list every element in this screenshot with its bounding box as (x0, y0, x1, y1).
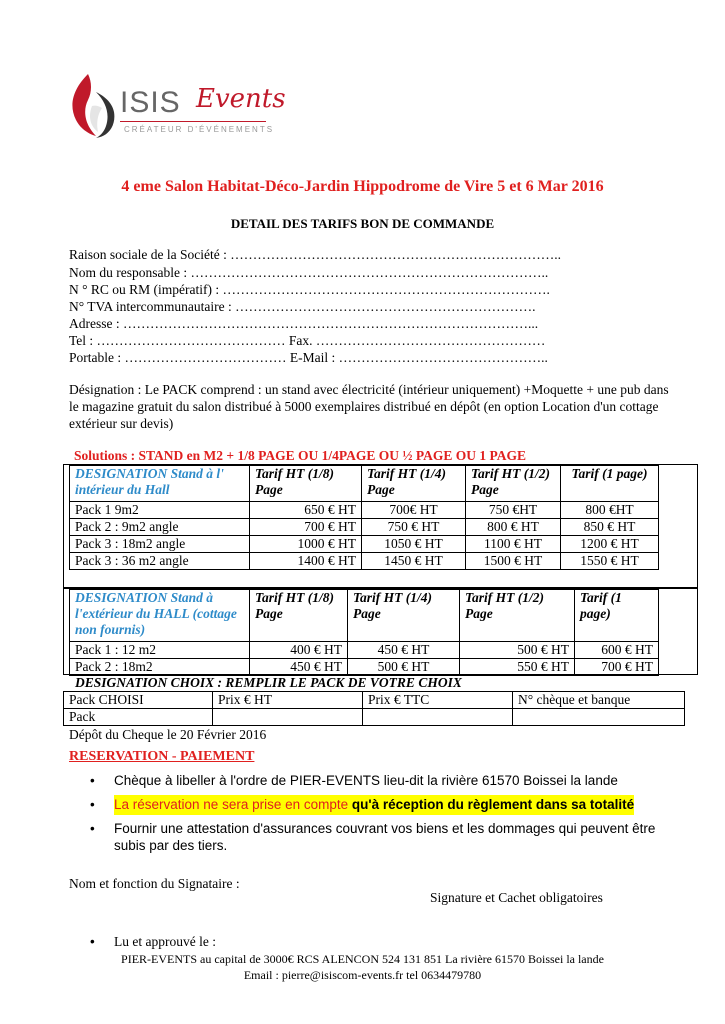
table-header-cell: Tarif (1 page) (561, 466, 659, 502)
table-header-cell: Tarif HT (1/2) Page (466, 466, 561, 502)
field-rc-rm[interactable]: N ° RC ou RM (impératif) : ………………………………………………………………. (69, 282, 550, 297)
pack-choice-cell[interactable]: Pack (64, 709, 213, 726)
logo-tagline: CRÉATEUR D'ÉVÉNEMENTS (124, 125, 275, 134)
table-header-cell: Tarif (1 page) (575, 590, 659, 642)
field-portable-email[interactable]: Portable : ……………………………… E-Mail : ……………………………………….. (69, 350, 548, 365)
table-cell: 800 € HT (466, 519, 561, 536)
table-header-cell: Tarif HT (1/8) Page (250, 590, 348, 642)
pack-description: Désignation : Le PACK comprend : un stand avec électricité (intérieur uniquement) +Moquette + une pub dans le magazine gratuit du salon distribué à 5000 exemplaires distribué en dépôt (en option Location d'un cottage extérieur sur devis) (69, 382, 669, 431)
table-header-cell: DESIGNATION Stand à l'extérieur du HALL (cottage non fournis) (70, 590, 250, 642)
logo-script: Events (196, 84, 286, 114)
table-row (70, 536, 659, 553)
field-tel-fax[interactable]: Tel : …………………………………… Fax. …………………………………………… (69, 333, 546, 348)
price-ht-cell[interactable] (213, 709, 363, 726)
table-header-cell: Tarif HT (1/4) Page (348, 590, 460, 642)
bullet-text-emphasis: qu'à réception du règlement dans sa totalité (351, 797, 635, 812)
bullet-text: Fournir une attestation d'assurances couvrant vos biens et les dommages qui peuvent être (114, 821, 656, 836)
interior-price-table (69, 465, 659, 570)
company-logo (66, 70, 286, 142)
signatory-label: Nom et fonction du Signataire : (69, 876, 240, 891)
table-cell: 850 € HT (561, 519, 659, 536)
table-cell: 750 € HT (362, 519, 466, 536)
footer-contact: Email : pierre@isiscom-events.fr tel 0634479780 (243, 968, 482, 982)
table-header-cell: DESIGNATION Stand à l' intérieur du Hall (70, 466, 250, 502)
bullet-icon: • (90, 797, 95, 812)
table-header-cell: N° chèque et banque (513, 692, 685, 709)
table-header-row (64, 692, 685, 709)
cheque-bank-cell[interactable] (513, 709, 685, 726)
field-responsable[interactable]: Nom du responsable : …………………………………………………………………….. (69, 265, 549, 280)
bullet-text: Chèque à libeller à l'ordre de PIER-EVENTS lieu-dit la rivière 61570 Boissei la lande (114, 773, 618, 788)
table-cell: 1000 € HT (250, 536, 362, 553)
table-cell: 500 € HT (460, 642, 575, 659)
field-tva[interactable]: N° TVA intercommunautaire : …………………………………………………………. (69, 299, 536, 314)
table-cell: 1100 € HT (466, 536, 561, 553)
table-cell: 750 €HT (466, 502, 561, 519)
choice-table (63, 691, 685, 726)
exterior-price-table (69, 589, 659, 676)
field-raison-sociale[interactable]: Raison sociale de la Société : ……………………………………………………………….. (69, 247, 561, 262)
table-cell: 1050 € HT (362, 536, 466, 553)
table-row (70, 553, 659, 570)
table-row (70, 502, 659, 519)
price-ttc-cell[interactable] (363, 709, 513, 726)
page-title: 4 eme Salon Habitat-Déco-Jardin Hippodrome de Vire 5 et 6 Mar 2016 (121, 178, 604, 195)
field-adresse[interactable]: Adresse : ………………………………………………………………………………... (69, 316, 539, 331)
table-row[interactable] (64, 709, 685, 726)
deposit-date: Dépôt du Cheque le 20 Février 2016 (69, 727, 267, 742)
approval-label: Lu et approuvé le : (114, 934, 216, 949)
table-cell: 1200 € HT (561, 536, 659, 553)
table-cell: 700 € HT (250, 519, 362, 536)
page-subtitle: DETAIL DES TARIFS BON DE COMMANDE (230, 216, 495, 231)
bullet-icon: • (90, 934, 95, 949)
highlighted-bullet-text (114, 795, 634, 815)
table-cell: Pack 1 9m2 (70, 502, 250, 519)
table-cell: 700 € HT (575, 659, 659, 676)
bullet-icon: • (90, 821, 95, 836)
table-cell: 450 € HT (250, 659, 348, 676)
table-cell: 600 € HT (575, 642, 659, 659)
solutions-heading: Solutions : STAND en M2 + 1/8 PAGE OU 1/4PAGE OU ½ PAGE OU 1 PAGE (74, 448, 526, 463)
table-header-row (70, 590, 659, 642)
table-cell: 1400 € HT (250, 553, 362, 570)
table-cell: Pack 2 : 18m2 (70, 659, 250, 676)
table-cell: 450 € HT (348, 642, 460, 659)
reservation-heading: RESERVATION - PAIEMENT (69, 749, 255, 764)
table-cell: Pack 2 : 9m2 angle (70, 519, 250, 536)
bullet-text: subis par des tiers. (114, 838, 228, 853)
table-cell: 500 € HT (348, 659, 460, 676)
bullet-text-part: La réservation ne sera prise en compte (114, 797, 352, 812)
table-row (70, 659, 659, 676)
table-cell: 400 € HT (250, 642, 348, 659)
table-header-row (70, 466, 659, 502)
table-cell: Pack 3 : 36 m2 angle (70, 553, 250, 570)
choice-heading: DESIGNATION CHOIX : REMPLIR LE PACK DE VOTRE CHOIX (75, 675, 462, 690)
table-header-cell: Prix € HT (213, 692, 363, 709)
flame-logo-icon (66, 70, 118, 142)
table-cell: 800 €HT (561, 502, 659, 519)
table-row (70, 519, 659, 536)
table-cell: 700€ HT (362, 502, 466, 519)
table-cell: 1500 € HT (466, 553, 561, 570)
table-cell: 550 € HT (460, 659, 575, 676)
footer-company-info: PIER-EVENTS au capital de 3000€ RCS ALENCON 524 131 851 La rivière 61570 Boissei la lande (121, 952, 604, 966)
table-cell: Pack 3 : 18m2 angle (70, 536, 250, 553)
table-header-cell: Tarif HT (1/2) Page (460, 590, 575, 642)
table-header-cell: Tarif HT (1/4) Page (362, 466, 466, 502)
logo-divider (120, 121, 266, 122)
bullet-icon: • (90, 773, 95, 788)
table-cell: 1550 € HT (561, 553, 659, 570)
signature-stamp-label: Signature et Cachet obligatoires (430, 890, 603, 905)
table-row (70, 642, 659, 659)
logo-brand: ISIS (120, 86, 181, 119)
table-cell: 650 € HT (250, 502, 362, 519)
table-cell: 1450 € HT (362, 553, 466, 570)
table-header-cell: Pack CHOISI (64, 692, 213, 709)
table-header-cell: Tarif HT (1/8) Page (250, 466, 362, 502)
table-cell: Pack 1 : 12 m2 (70, 642, 250, 659)
table-header-cell: Prix € TTC (363, 692, 513, 709)
